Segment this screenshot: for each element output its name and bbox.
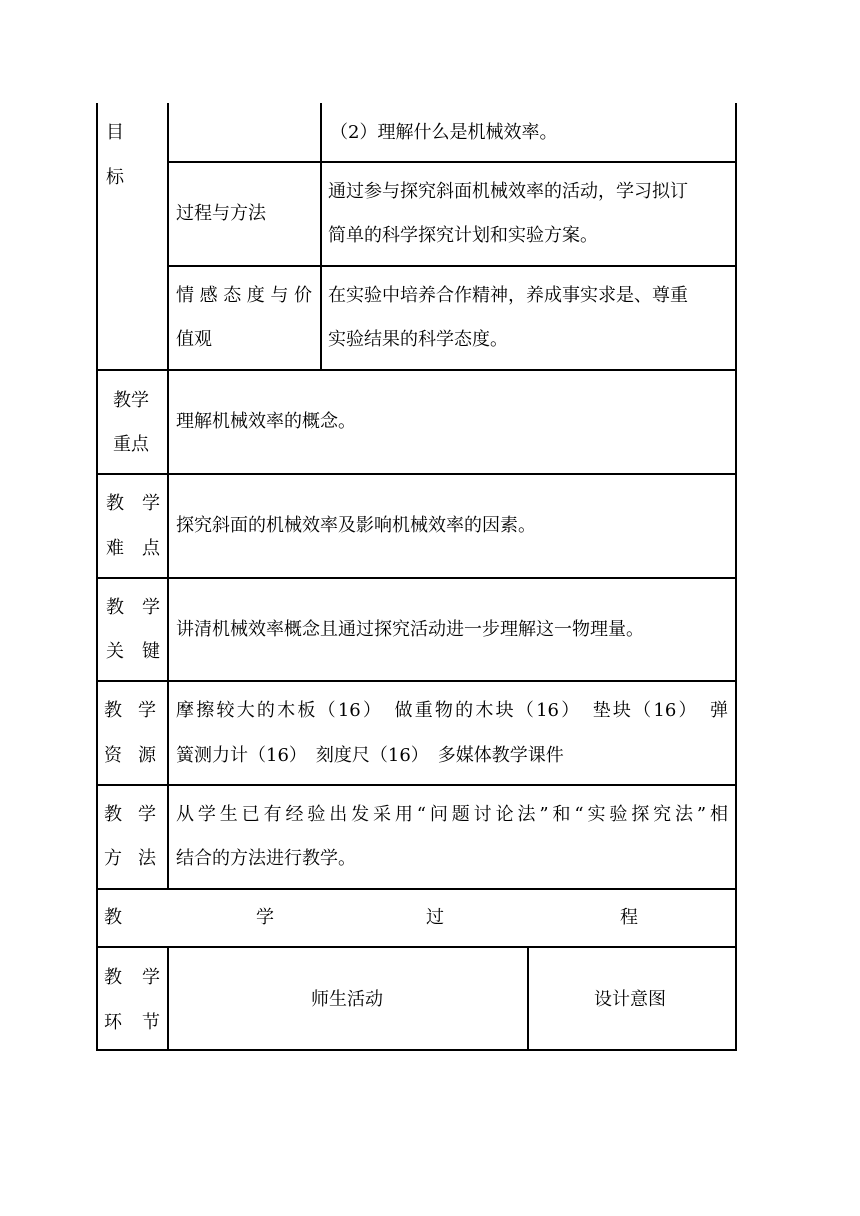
goal-process-line-1: 通过参与探究斜面机械效率的活动，学习拟订	[328, 181, 688, 202]
goal-subcolumn-divider	[320, 103, 322, 370]
goal-knowledge-item-2: （2）理解什么是机械效率。	[330, 122, 558, 143]
resources-label-line-1: 教学	[104, 700, 156, 721]
row-divider-process-header-end	[96, 946, 737, 948]
key-content: 讲清机械效率概念且通过探究活动进一步理解这一物理量。	[176, 619, 644, 640]
row-divider-keypoint-end	[96, 473, 737, 475]
process-header-char-2: 学	[256, 907, 274, 928]
table-bottom-border	[96, 1049, 737, 1051]
stage-col-activity: 师生活动	[311, 989, 383, 1010]
goal-label-line-1: 目	[106, 122, 124, 143]
row-divider-key-end	[96, 680, 737, 682]
label-column-divider	[167, 103, 169, 889]
resources-label-line-2: 资源	[104, 745, 156, 766]
keypoint-content: 理解机械效率的概念。	[176, 411, 356, 432]
process-header-char-4: 程	[620, 907, 638, 928]
method-label-line-1: 教学	[104, 804, 156, 825]
key-label-line-2: 关键	[106, 641, 160, 662]
goal-row-divider-2	[167, 265, 737, 267]
goal-label-line-2: 标	[106, 167, 124, 188]
keypoint-label-line-2: 重点	[113, 434, 149, 455]
stage-column-divider-1	[167, 947, 169, 1051]
goal-emotion-line-1: 在实验中培养合作精神，养成事实求是、尊重	[328, 285, 688, 306]
goal-process-label: 过程与方法	[176, 203, 266, 224]
goal-emotion-line-2: 实验结果的科学态度。	[328, 329, 508, 350]
method-line-1: 从学生已有经验出发采用“问题讨论法”和“实验探究法”相	[176, 804, 728, 825]
keypoint-label-line-1: 教学	[113, 390, 149, 411]
goal-row-divider-1	[167, 161, 737, 163]
stage-column-divider-2	[527, 947, 529, 1051]
goal-emotion-label-line-2: 值观	[176, 329, 212, 350]
row-divider-method-end	[96, 888, 737, 890]
stage-label-line-2: 环节	[104, 1012, 160, 1033]
process-header-char-1: 教	[104, 907, 122, 928]
goal-process-line-2: 简单的科学探究计划和实验方案。	[328, 225, 598, 246]
process-header-char-3: 过	[426, 907, 444, 928]
key-label-line-1: 教学	[106, 597, 160, 618]
difficulty-label-line-1: 教学	[106, 493, 160, 514]
method-label-line-2: 方法	[104, 848, 156, 869]
row-divider-resources-end	[96, 784, 737, 786]
goal-emotion-label-line-1: 情感态度与价	[176, 285, 312, 306]
resources-line-1: 摩擦较大的木板（16） 做重物的木块（16） 垫块（16） 弹	[176, 700, 728, 721]
resources-line-2: 簧测力计（16） 刻度尺（16） 多媒体教学课件	[176, 745, 564, 766]
row-divider-difficulty-end	[96, 577, 737, 579]
difficulty-content: 探究斜面的机械效率及影响机械效率的因素。	[176, 515, 536, 536]
stage-label-line-1: 教学	[104, 967, 160, 988]
stage-col-intent: 设计意图	[594, 989, 666, 1010]
row-divider-goal-end	[96, 369, 737, 371]
method-line-2: 结合的方法进行教学。	[176, 848, 356, 869]
difficulty-label-line-2: 难点	[106, 538, 160, 559]
